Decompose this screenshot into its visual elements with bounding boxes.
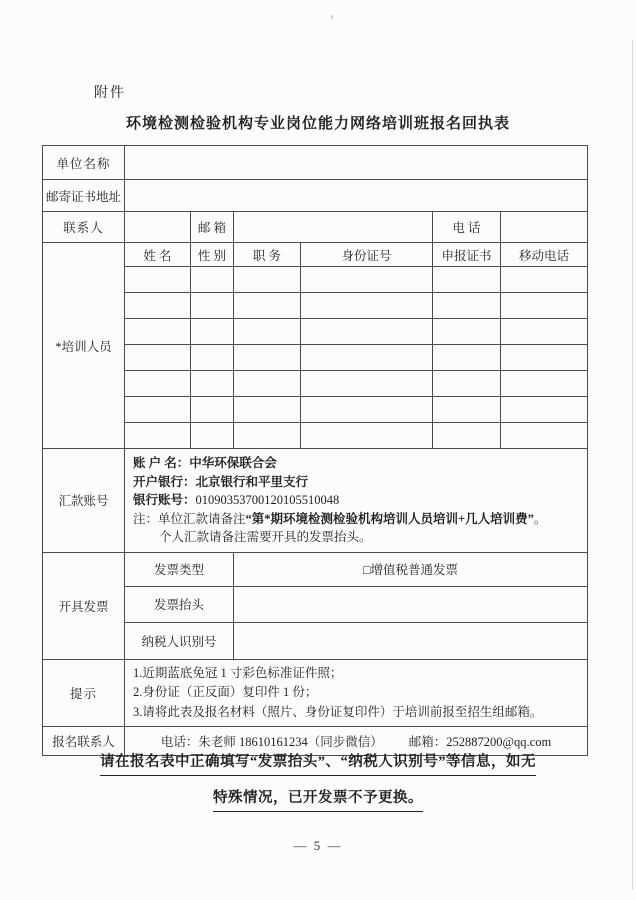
remit-bank: 开户银行：北京银行和平里支行 bbox=[133, 474, 309, 489]
mailing-address-row bbox=[43, 180, 588, 212]
trainee-cell bbox=[125, 423, 191, 449]
phone-blank-cell bbox=[501, 212, 588, 243]
invoice-title-label: 发票抬头 bbox=[125, 586, 234, 622]
trainee-cell bbox=[125, 371, 191, 397]
contact-blank-cell bbox=[125, 212, 191, 243]
remit-note-line1: 注：单位汇款请备注“第*期环境检测检验机构培训人员培训+几人培训费”。 bbox=[133, 511, 547, 526]
trainee-cell bbox=[501, 319, 588, 345]
trainee-cell bbox=[433, 397, 501, 423]
footer-notice-line-2: 特殊情况，已开发票不予更换。 bbox=[0, 786, 636, 812]
trainee-cell bbox=[191, 267, 234, 293]
trainee-cell bbox=[301, 423, 433, 449]
invoice-label: 开具发票 bbox=[43, 552, 125, 659]
invoice-title-row bbox=[43, 586, 588, 622]
contact-label: 联系人 bbox=[43, 212, 125, 243]
trainee-cell bbox=[234, 319, 301, 345]
registration-contact-email: 邮箱：252887200@qq.com bbox=[408, 735, 552, 750]
trainee-cell bbox=[125, 397, 191, 423]
trainee-row bbox=[43, 423, 588, 449]
trainee-cell bbox=[191, 319, 234, 345]
email-blank-cell bbox=[234, 212, 433, 243]
mailing-address-label: 邮寄证书地址 bbox=[43, 180, 125, 212]
trainee-cell bbox=[125, 319, 191, 345]
tip-item-1: 1.近期蓝底免冠 1 寸彩色标准证件照； bbox=[133, 665, 343, 680]
remittance-label: 汇款账号 bbox=[43, 449, 125, 553]
registration-contact-label: 报名联系人 bbox=[43, 727, 125, 756]
trainee-cell bbox=[301, 397, 433, 423]
invoice-title-blank-cell bbox=[234, 586, 588, 622]
trainee-cell bbox=[191, 371, 234, 397]
tips-content bbox=[125, 659, 588, 727]
trainee-cell bbox=[191, 423, 234, 449]
remit-account-no: 银行账号：01090353700120105510048 bbox=[133, 493, 340, 508]
tip-item-3: 3.请将此表及报名材料（照片、身份证复印件）于培训前报至招生组邮箱。 bbox=[133, 704, 543, 719]
trainee-cell bbox=[433, 319, 501, 345]
tax-id-label: 纳税人识别号 bbox=[125, 622, 234, 659]
tip-item-2: 2.身份证（正反面）复印件 1 份； bbox=[133, 685, 318, 700]
trainee-cell bbox=[191, 397, 234, 423]
trainee-cell bbox=[301, 267, 433, 293]
invoice-type-row bbox=[43, 552, 588, 586]
trainee-cell bbox=[234, 371, 301, 397]
remit-account-name: 账 户 名：中华环保联合会 bbox=[133, 456, 277, 470]
unit-name-label: 单位名称 bbox=[43, 146, 125, 180]
trainee-cell bbox=[191, 293, 234, 319]
trainee-cell bbox=[433, 345, 501, 371]
trainee-cell bbox=[501, 267, 588, 293]
footer-notice-line-1: 请在报名表中正确填写“发票抬头”、“纳税人识别号”等信息，如无 bbox=[0, 750, 636, 776]
email-label: 邮 箱 bbox=[191, 212, 234, 243]
tax-id-blank-cell bbox=[234, 622, 588, 659]
trainee-cell bbox=[501, 423, 588, 449]
document-title: 环境检测检验机构专业岗位能力网络培训班报名回执表 bbox=[125, 116, 510, 132]
col-name: 姓 名 bbox=[125, 243, 191, 267]
scan-speck-artifact bbox=[331, 15, 333, 19]
trainee-cell bbox=[234, 267, 301, 293]
col-gender: 性 别 bbox=[191, 243, 234, 267]
trainee-row bbox=[43, 267, 588, 293]
invoice-type-value bbox=[234, 552, 588, 586]
trainee-row bbox=[43, 345, 588, 371]
trainee-cell bbox=[501, 293, 588, 319]
trainee-cell bbox=[501, 345, 588, 371]
remit-note-line2: 个人汇款请备注需要开具的发票抬头。 bbox=[159, 530, 372, 545]
trainee-cell bbox=[234, 345, 301, 371]
page-number: — 5 — bbox=[293, 838, 343, 853]
trainees-label: *培训人员 bbox=[43, 243, 125, 449]
remittance-row bbox=[43, 449, 588, 553]
trainee-cell bbox=[301, 371, 433, 397]
tips-label: 提示 bbox=[43, 659, 125, 727]
trainee-row bbox=[43, 293, 588, 319]
unit-name-row bbox=[43, 146, 588, 180]
col-certificate: 申报证书 bbox=[433, 243, 501, 267]
mailing-address-blank-cell bbox=[125, 180, 588, 212]
trainee-cell bbox=[125, 345, 191, 371]
trainee-cell bbox=[301, 319, 433, 345]
trainee-cell bbox=[234, 423, 301, 449]
attachment-label: 附件 bbox=[94, 86, 126, 101]
trainee-cell bbox=[234, 293, 301, 319]
vat-invoice-checkbox-option: □增值税普通发票 bbox=[363, 563, 459, 578]
registration-contact-phone: 电话：朱老师 18610161234（同步微信） bbox=[160, 735, 383, 750]
trainee-cell bbox=[125, 293, 191, 319]
tips-row bbox=[43, 659, 588, 727]
registration-form-table bbox=[42, 145, 588, 756]
col-mobile: 移动电话 bbox=[501, 243, 588, 267]
tax-id-row bbox=[43, 622, 588, 659]
col-position: 职 务 bbox=[234, 243, 301, 267]
trainee-cell bbox=[433, 293, 501, 319]
contact-row bbox=[43, 212, 588, 243]
trainee-row bbox=[43, 371, 588, 397]
trainee-cell bbox=[501, 397, 588, 423]
trainee-cell bbox=[234, 397, 301, 423]
trainee-cell bbox=[301, 345, 433, 371]
trainee-cell bbox=[125, 267, 191, 293]
phone-label: 电 话 bbox=[433, 212, 501, 243]
unit-name-blank-cell bbox=[125, 146, 588, 180]
invoice-type-label: 发票类型 bbox=[125, 552, 234, 586]
trainee-header-row bbox=[43, 243, 588, 267]
trainee-row bbox=[43, 319, 588, 345]
trainee-cell bbox=[301, 293, 433, 319]
col-id-number: 身份证号 bbox=[301, 243, 433, 267]
trainee-row bbox=[43, 397, 588, 423]
trainee-cell bbox=[433, 423, 501, 449]
trainee-cell bbox=[433, 267, 501, 293]
remittance-details bbox=[125, 449, 588, 553]
trainee-cell bbox=[433, 371, 501, 397]
trainee-cell bbox=[501, 371, 588, 397]
trainee-cell bbox=[191, 345, 234, 371]
